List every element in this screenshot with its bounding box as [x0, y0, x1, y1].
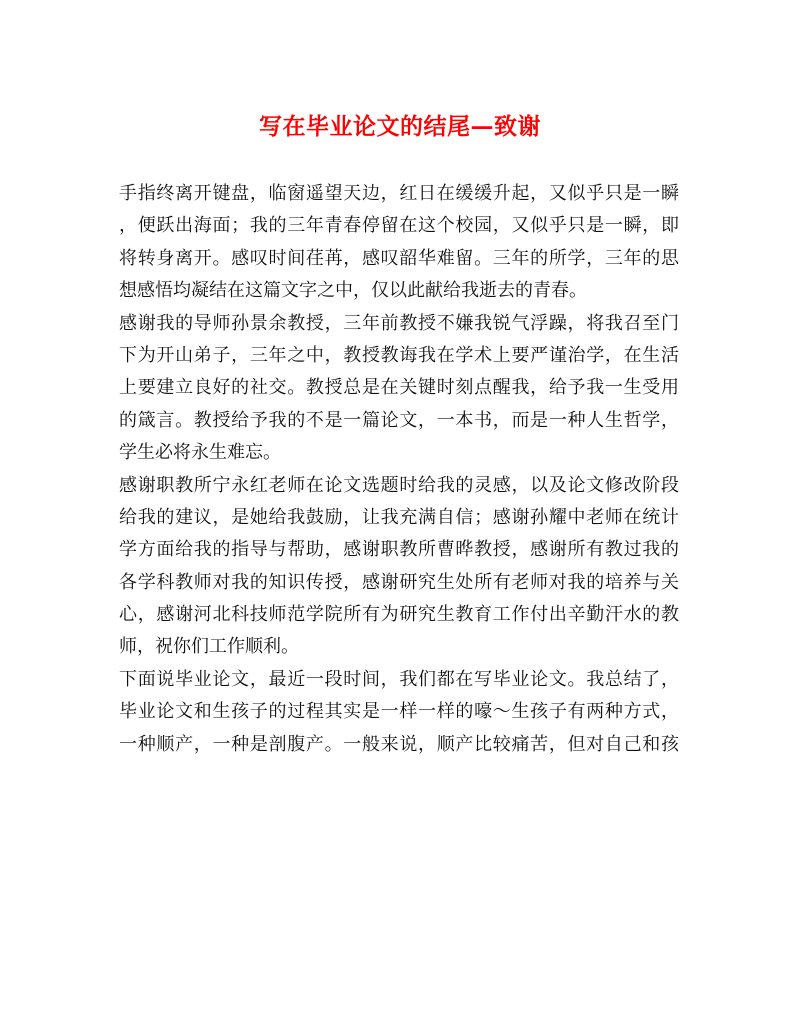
text-line: 心，感谢河北科技师范学院所有为研究生教育工作付出辛勤汗水的教	[119, 604, 679, 626]
document-body	[119, 178, 679, 761]
text-line: 将转身离开。感叹时间荏苒，感叹韶华难留。三年的所学，三年的思	[119, 247, 679, 269]
text-line: 感谢职教所宁永红老师在论文选题时给我的灵感，以及论文修改阶段	[119, 474, 679, 496]
text-line: 手指终离开键盘，临窗遥望天边，红日在缓缓升起，又似乎只是一瞬	[119, 183, 679, 204]
paragraph	[119, 178, 679, 308]
text-line: 各学科教师对我的知识传授，感谢研究生处所有老师对我的培养与关	[119, 571, 679, 593]
text-line: 学方面给我的指导与帮助，感谢职教所曹晔教授，感谢所有教过我的	[119, 539, 679, 561]
paragraph	[119, 470, 679, 664]
document-title: 写在毕业论文的结尾—致谢	[259, 113, 541, 140]
text-line: 学生必将永生难忘。	[119, 442, 281, 464]
text-line: 下面说毕业论文，最近一段时间，我们都在写毕业论文。我总结了，	[119, 668, 679, 690]
text-line: 上要建立良好的社交。教授总是在关键时刻点醒我，给予我一生受用	[119, 377, 679, 399]
text-line: 给我的建议，是她给我鼓励，让我充满自信；感谢孙耀中老师在统计	[119, 506, 679, 528]
paragraph	[119, 308, 679, 470]
text-line: 想感悟均凝结在这篇文字之中，仅以此献给我逝去的青春。	[119, 280, 587, 302]
text-line: ，便跃出海面；我的三年青春停留在这个校园，又似乎只是一瞬，即	[119, 215, 679, 237]
text-line: 的箴言。教授给予我的不是一篇论文，一本书，而是一种人生哲学，	[119, 409, 679, 431]
text-line: 师，祝你们工作顺利。	[119, 636, 299, 658]
text-line: 下为开山弟子，三年之中，教授教诲我在学术上要严谨治学，在生活	[119, 344, 679, 366]
text-line: 毕业论文和生孩子的过程其实是一样一样的嚎～生孩子有两种方式，	[119, 701, 679, 723]
text-line: 感谢我的导师孙景余教授，三年前教授不嫌我锐气浮躁，将我召至门	[119, 312, 679, 334]
paragraph	[119, 664, 679, 761]
text-line: 一种顺产，一种是剖腹产。一般来说，顺产比较痛苦，但对自己和孩	[119, 733, 679, 755]
